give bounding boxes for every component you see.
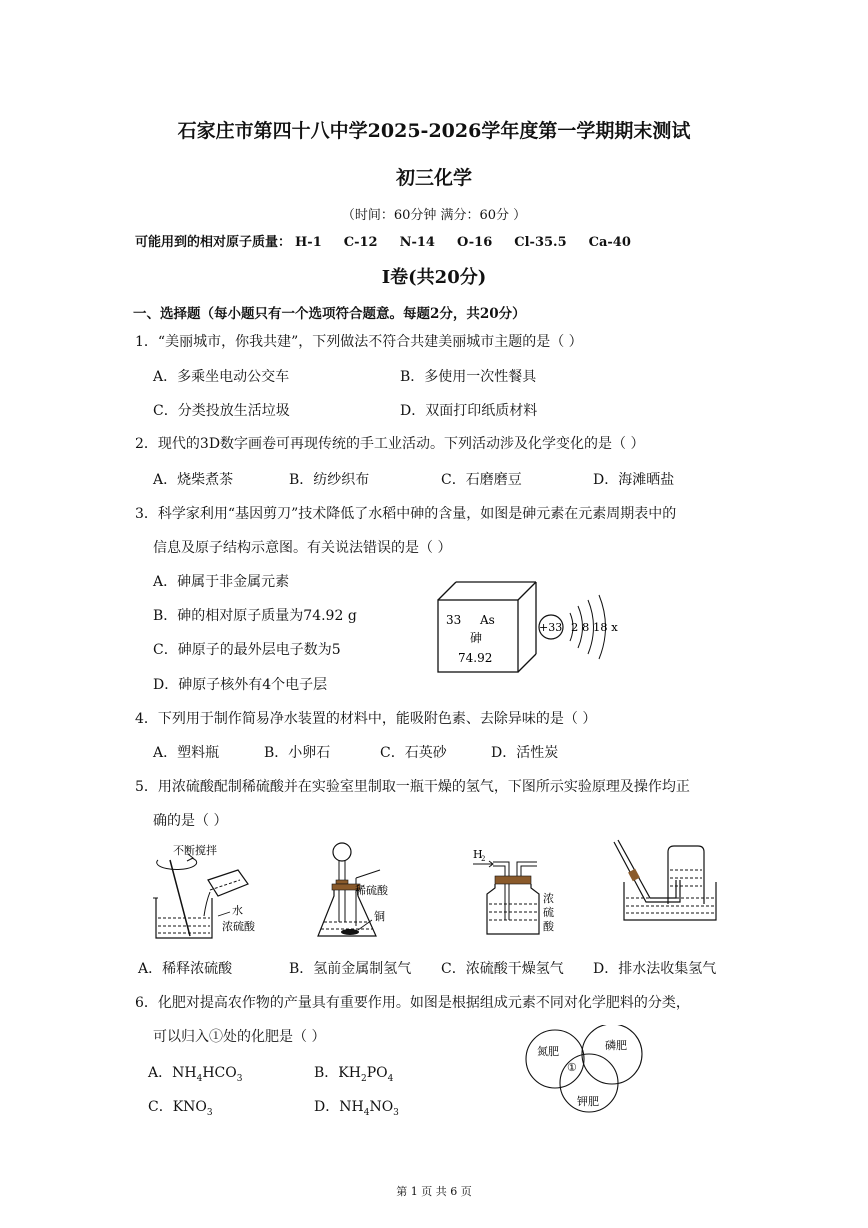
atomic-mass: H-1: [295, 235, 322, 250]
q1-option-c: C．分类投放生活垃圾: [153, 403, 290, 419]
q6-option-a: A．$NH_4HCO_3$: [148, 1065, 243, 1084]
q4-option-a: A．塑料瓶: [153, 745, 220, 761]
question-5-stem-line1: 5．用浓硫酸配制稀硫酸并在实验室里制取一瓶干燥的氢气，下图所示实验原理及操作均正: [135, 779, 690, 795]
q4-option-b: B．小卵石: [264, 745, 331, 761]
atomic-label: 可能用到的相对原子质量：: [135, 235, 292, 250]
q5-option-a: A．稀释浓硫酸: [138, 961, 233, 977]
q3-option-b: B．砷的相对原子质量为74.92 g: [153, 608, 357, 624]
label-copper: 铜: [374, 910, 385, 923]
question-1-stem: 1．“美丽城市，你我共建”，下列做法不符合共建美丽城市主题的是（ ）: [135, 334, 583, 350]
label-conc-acid: 浓硫酸: [222, 920, 255, 933]
q2-option-b: B．纺纱织布: [289, 472, 370, 488]
atomic-mass-value: 74.92: [458, 651, 493, 665]
venn-label-phosphorus: 磷肥: [605, 1039, 627, 1052]
q5-option-c: C．浓硫酸干燥氢气: [441, 961, 564, 977]
atomic-masses: [135, 231, 653, 250]
q3-option-c: C．砷原子的最外层电子数为5: [153, 642, 341, 658]
nucleus-charge: +33: [539, 621, 563, 634]
label-h2: H: [473, 848, 483, 861]
element-symbol: As: [480, 613, 495, 627]
q2-option-c: C．石磨磨豆: [441, 472, 522, 488]
q6-option-d: D．$NH_4NO_3$: [314, 1099, 399, 1118]
venn-label-nitrogen: 氮肥: [537, 1045, 559, 1058]
apparatus-b-generation: [310, 840, 420, 952]
q6-option-b: B．$KH_2PO_4$: [314, 1065, 394, 1084]
label-conc-acid-1: 浓: [543, 892, 554, 905]
q5-option-d: D．排水法收集氢气: [593, 961, 717, 977]
label-water: 水: [232, 904, 243, 917]
q3-option-d: D．砷原子核外有4个电子层: [153, 677, 328, 693]
q1-option-d: D．双面打印纸质材料: [400, 403, 538, 419]
atomic-number: 33: [446, 613, 462, 627]
atomic-mass: C-12: [343, 235, 378, 250]
fertilizer-venn-diagram: [525, 1025, 655, 1115]
question-3-stem-line1: 3．科学家利用“基因剪刀”技术降低了水稻中砷的含量，如图是砷元素在元素周期表中的: [135, 506, 677, 522]
atomic-mass: Ca-40: [588, 235, 631, 250]
label-h2-subscript: 2: [481, 855, 486, 863]
apparatus-c-drying: [465, 840, 575, 952]
question-3-stem-line2: 信息及原子结构示意图。有关说法错误的是（ ）: [153, 540, 452, 556]
atomic-mass: O-16: [456, 235, 493, 250]
page-footer: 第 1 页 共 6 页: [396, 1185, 472, 1198]
page-subtitle: 初三化学: [395, 167, 472, 189]
atom-structure: [539, 595, 618, 659]
label-conc-acid-3: 酸: [543, 920, 554, 933]
q2-option-a: A．烧柴煮茶: [153, 472, 234, 488]
volume-heading: I卷(共20分): [381, 267, 487, 288]
q1-option-b: B．多使用一次性餐具: [400, 369, 537, 385]
q5-option-b: B．氢前金属制氢气: [289, 961, 412, 977]
electron-config: 2 8 18 x: [571, 620, 618, 634]
q3-option-a: A．砷属于非金属元素: [153, 574, 290, 590]
label-conc-acid-2: 硫: [543, 906, 554, 919]
venn-center-marker: ①: [567, 1061, 577, 1074]
q1-option-a: A．多乘坐电动公交车: [153, 369, 290, 385]
element-name: 砷: [470, 631, 483, 645]
atomic-mass: Cl-35.5: [514, 235, 567, 250]
time-info: （时间：60分钟 满分：60分 ）: [341, 208, 527, 223]
question-2-stem: 2．现代的3D数字画卷可再现传统的手工业活动。下列活动涉及化学变化的是（ ）: [135, 436, 645, 452]
venn-label-potassium: 钾肥: [577, 1095, 599, 1108]
label-dilute-acid: 稀硫酸: [355, 884, 388, 897]
label-stir: 不断搅拌: [173, 844, 217, 857]
q4-option-d: D．活性炭: [491, 745, 559, 761]
question-6-stem-line1: 6．化肥对提高农作物的产量具有重要作用。如图是根据组成元素不同对化学肥料的分类，: [135, 995, 690, 1011]
page-title: 石家庄市第四十八中学2025-2026学年度第一学期期末测试: [177, 120, 691, 142]
section-heading: 一、选择题（每小题只有一个选项符合题意。每题2分，共20分）: [133, 306, 526, 322]
question-5-stem-line2: 确的是（ ）: [153, 813, 228, 829]
apparatus-a-dilution: [140, 840, 270, 952]
q6-option-c: C．$KNO_3$: [148, 1099, 213, 1118]
arsenic-figure: [430, 578, 640, 678]
venn-circle-nitrogen: [526, 1030, 584, 1088]
atomic-mass: N-14: [399, 235, 435, 250]
q2-option-d: D．海滩晒盐: [593, 472, 675, 488]
question-6-stem-line2: 可以归入①处的化肥是（ ）: [153, 1029, 326, 1045]
question-4-stem: 4．下列用于制作简易净水装置的材料中，能吸附色素、去除异味的是（ ）: [135, 711, 597, 727]
apparatus-d-collection: [610, 838, 730, 928]
q4-option-c: C．石英砂: [380, 745, 447, 761]
